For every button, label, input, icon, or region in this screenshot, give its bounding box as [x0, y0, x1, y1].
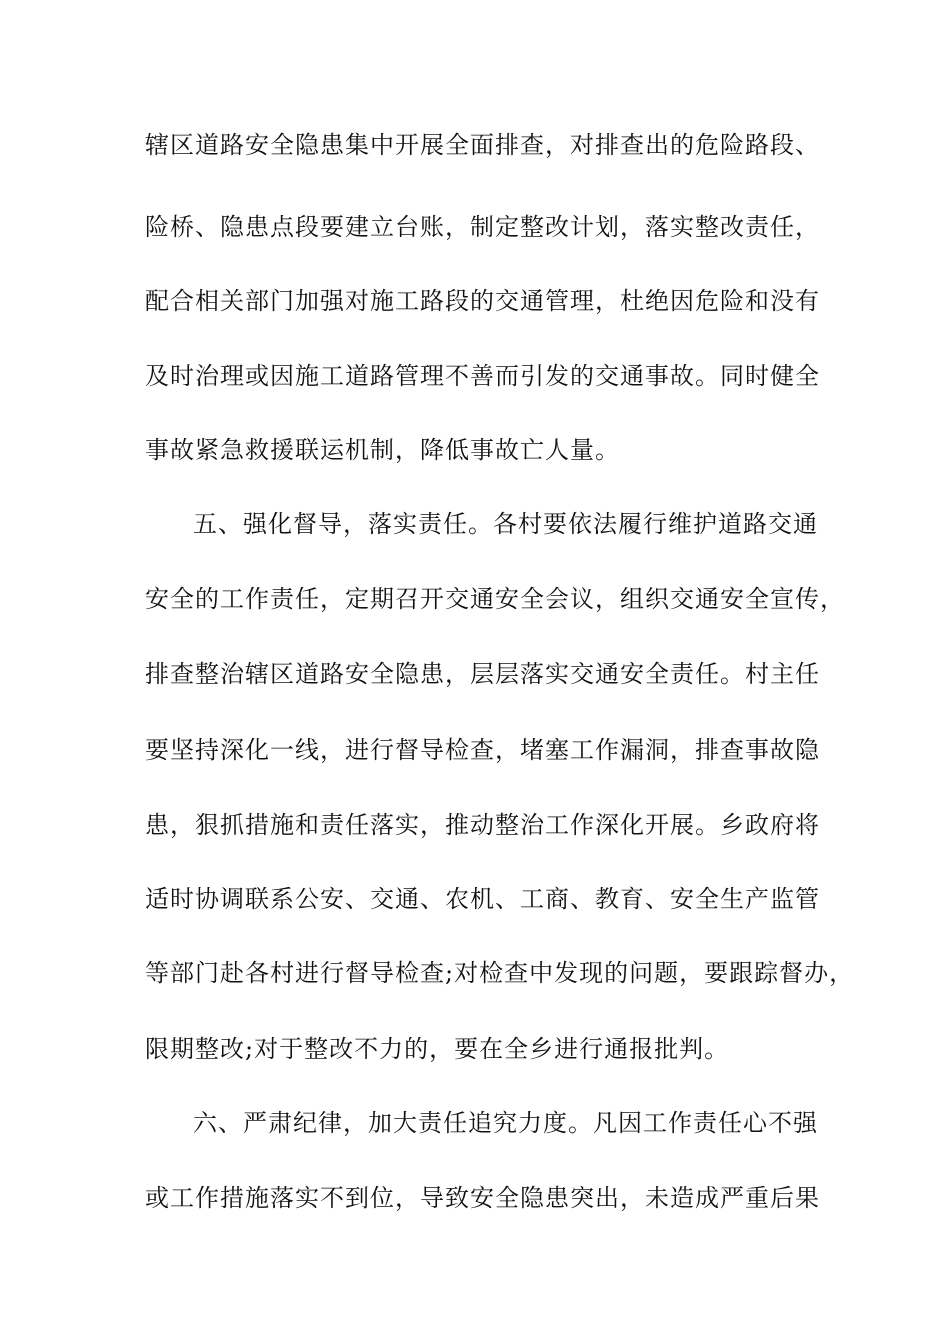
- text-line: 及时治理或因施工道路管理不善而引发的交通事故。同时健全: [145, 362, 820, 390]
- text-line: 事故紧急救援联运机制，降低事故亡人量。: [145, 436, 620, 464]
- text-line: 辖区道路安全隐患集中开展全面排查，对排查出的危险路段、: [145, 131, 820, 159]
- text-line: 适时协调联系公安、交通、农机、工商、教育、安全生产监管: [145, 885, 820, 913]
- text-line: 配合相关部门加强对施工路段的交通管理，杜绝因危险和没有: [145, 287, 820, 315]
- text-line: 要坚持深化一线，进行督导检查，堵塞工作漏洞，排查事故隐: [145, 736, 820, 764]
- text-line: 患，狠抓措施和责任落实，推动整治工作深化开展。乡政府将: [145, 811, 820, 839]
- text-line: 安全的工作责任，定期召开交通安全会议，组织交通安全宣传，: [145, 585, 845, 613]
- text-line: 或工作措施落实不到位，导致安全隐患突出，未造成严重后果: [145, 1184, 820, 1212]
- paragraph-heading-5: 五、强化督导，落实责任。各村要依法履行维护道路交通: [193, 510, 818, 538]
- text-line: 险桥、隐患点段要建立台账，制定整改计划，落实整改责任，: [145, 213, 820, 241]
- paragraph-heading-6: 六、严肃纪律，加大责任追究力度。凡因工作责任心不强: [193, 1109, 818, 1137]
- text-line: 排查整治辖区道路安全隐患，层层落实交通安全责任。村主任: [145, 660, 820, 688]
- text-line: 限期整改;对于整改不力的，要在全乡进行通报批判。: [145, 1035, 730, 1063]
- text-line: 等部门赴各村进行督导检查;对检查中发现的问题，要跟踪督办，: [145, 959, 855, 987]
